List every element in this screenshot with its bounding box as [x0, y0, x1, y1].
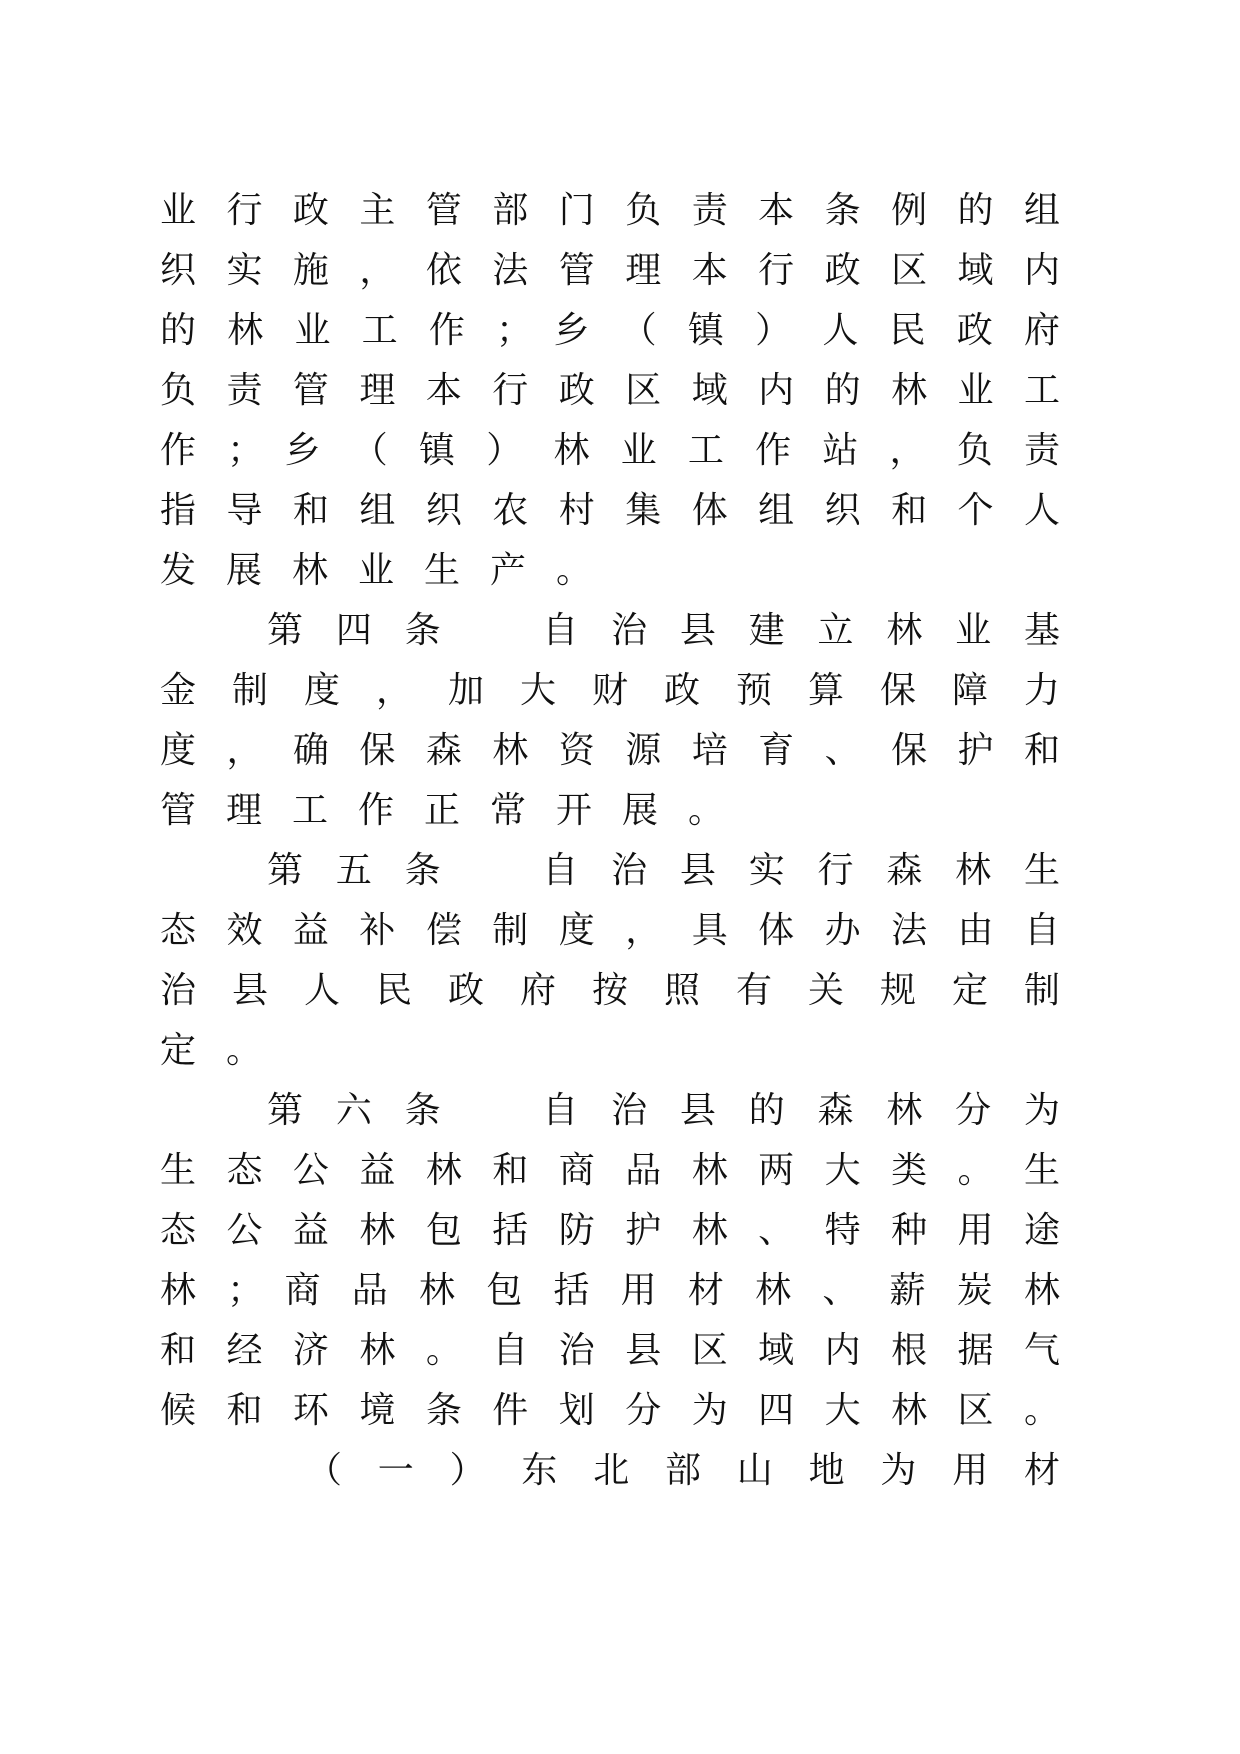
list-item-line: （ 一 ） 东 北 部 山 地 为 用 材: [306, 1450, 1060, 1491]
text-line: 的 林 业 工 作 ； 乡 （ 镇 ） 人 民 政 府: [160, 310, 1060, 351]
text-line: 金 制 度 ， 加 大 财 政 预 算 保 障 力: [160, 670, 1060, 711]
article-heading-line: 第 六 条 自 治 县 的 森 林 分 为: [267, 1090, 1060, 1131]
text-line: 和 经 济 林 。 自 治 县 区 域 内 根 据 气: [160, 1330, 1060, 1371]
text-line: 织 实 施 ， 依 法 管 理 本 行 政 区 域 内: [160, 250, 1060, 291]
paragraph-end-line: 管理工作正常开展。: [160, 790, 755, 831]
article-heading-line: 第 五 条 自 治 县 实 行 森 林 生: [267, 850, 1060, 891]
paragraph-end-line: 定。: [160, 1030, 293, 1071]
text-line: 生 态 公 益 林 和 商 品 林 两 大 类 。 生: [160, 1150, 1060, 1191]
text-line: 林 ； 商 品 林 包 括 用 材 林 、 薪 炭 林: [160, 1270, 1060, 1311]
text-line: 治 县 人 民 政 府 按 照 有 关 规 定 制: [160, 970, 1060, 1011]
text-line: 作 ； 乡 （ 镇 ） 林 业 工 作 站 ， 负 责: [160, 430, 1060, 471]
text-line: 度 ， 确 保 森 林 资 源 培 育 、 保 护 和: [160, 730, 1060, 771]
text-line: 态 公 益 林 包 括 防 护 林 、 特 种 用 途: [160, 1210, 1060, 1251]
paragraph-end-line: 发展林业生产。: [160, 550, 623, 591]
text-line: 指 导 和 组 织 农 村 集 体 组 织 和 个 人: [160, 490, 1060, 531]
text-line: 候 和 环 境 条 件 划 分 为 四 大 林 区 。: [160, 1390, 1060, 1431]
text-line: 业 行 政 主 管 部 门 负 责 本 条 例 的 组: [160, 190, 1060, 231]
text-line: 态 效 益 补 偿 制 度 ， 具 体 办 法 由 自: [160, 910, 1060, 951]
article-heading-line: 第 四 条 自 治 县 建 立 林 业 基: [267, 610, 1060, 651]
text-line: 负 责 管 理 本 行 政 区 域 内 的 林 业 工: [160, 370, 1060, 411]
